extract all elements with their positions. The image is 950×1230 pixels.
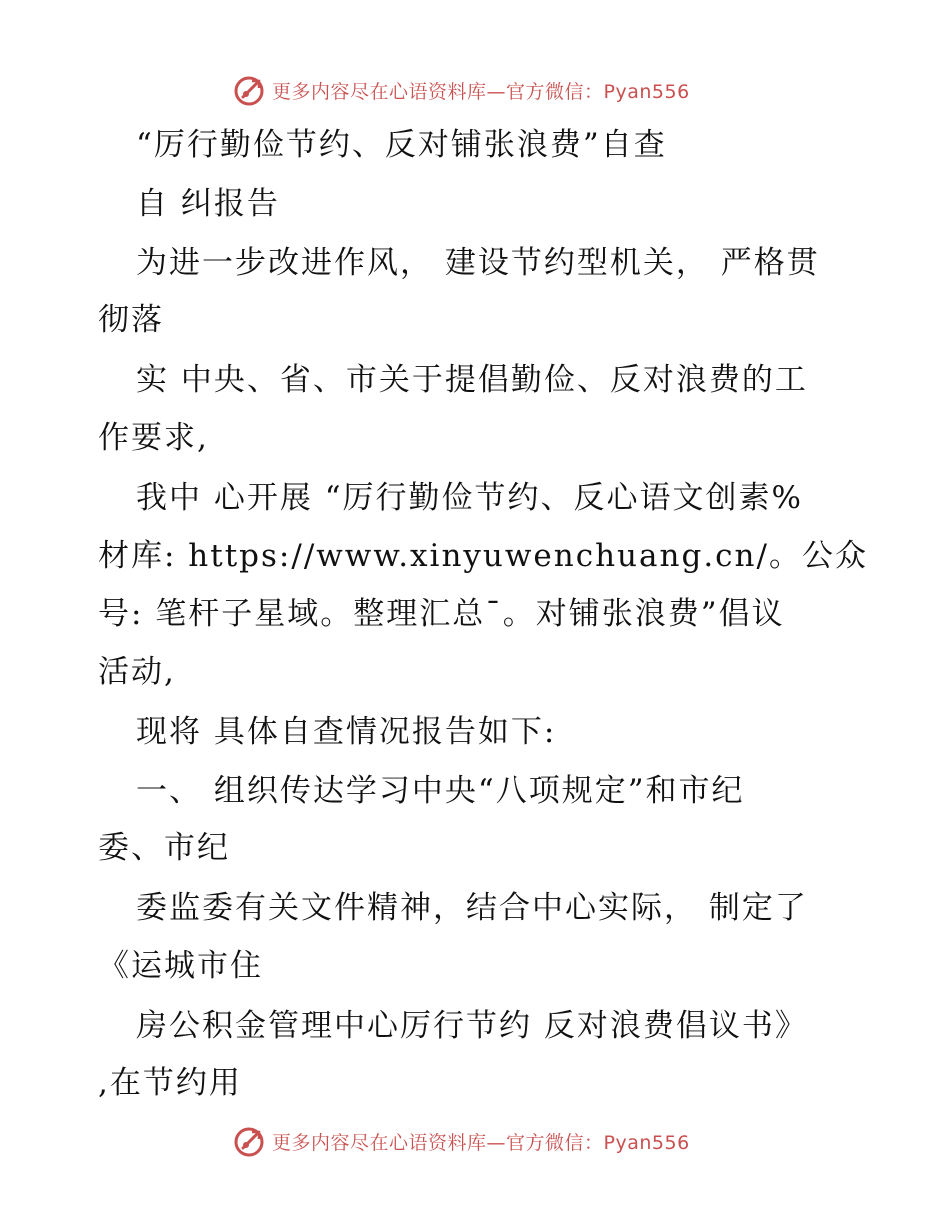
watermark-text: 更多内容尽在心语资料库—官方微信：Pyan556 (272, 80, 690, 103)
logo-icon (232, 1124, 266, 1158)
text-line: 一、 组织传达学习中央“八项规定”和市纪 (136, 773, 745, 809)
footer-watermark (232, 1121, 690, 1161)
text-line: 《运城市住 (98, 948, 263, 984)
text-line: 委监委有关文件精神，结合中心实际， 制定了 (136, 890, 808, 926)
text-line: 为进一步改进作风， 建设节约型机关， 严格贯 (136, 245, 820, 281)
text-line: 活动, (98, 654, 176, 690)
text-line: 我中 心开展 “厉行勤俭节约、反心语文创素% (136, 480, 804, 516)
text-line: 彻落 (98, 302, 164, 338)
text-line: 房公积金管理中心厉行节约 反对浪费倡议书》 (136, 1008, 808, 1044)
text-line: ,在节约用 (98, 1065, 242, 1101)
text-line: “厉行勤俭节约、反对铺张浪费”自查 (136, 127, 667, 163)
watermark-text: 更多内容尽在心语资料库—官方微信：Pyan556 (272, 1131, 690, 1154)
text-line: 自 纠报告 (136, 186, 280, 222)
text-line: 材库: https://www.xinyuwenchuang.cn/。公众 (98, 538, 868, 574)
text-line: 作要求, (98, 420, 209, 456)
text-line: 实 中央、省、市关于提倡勤俭、反对浪费的工 (136, 362, 808, 398)
text-line: 现将 具体自查情况报告如下: (136, 714, 557, 750)
text-line: 号: 笔杆子星域。整理汇总¯。对铺张浪费”倡议 (98, 596, 785, 632)
text-line: 委、市纪 (98, 830, 230, 866)
